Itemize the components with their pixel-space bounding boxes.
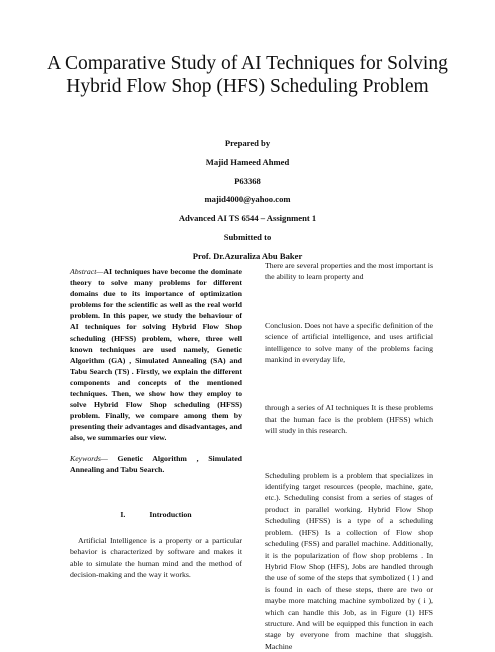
author-block [40,134,455,266]
author-name: Majid Hameed Ahmed [205,156,290,167]
prepared-by-label: Prepared by [224,138,271,148]
left-column [70,266,242,580]
section-number: I. [120,509,126,519]
course-assignment: Advanced AI TS 6544 – Assignment 1 [178,213,317,224]
section-title: Introduction [149,509,192,519]
intro-paragraph: Artificial Intelligence is a property or a particular behavior is characterized by software and makes it able to simulate the human mind and the method of decision-making and the way it works. [70,535,242,579]
body-paragraph: There are several properties and the most important is the ability to learn property and [265,261,434,282]
paper-title: A Comparative Study of AI Techniques for Solving Hybrid Flow Shop (HFS) Scheduling Problem [47,53,448,97]
body-paragraph: through a series of AI techniques It is these problems that the human face is the problem (HFSS) which will study in this research. [265,403,433,436]
right-column [265,260,433,652]
author-email: majid4000@yahoo.com [204,194,291,205]
body-paragraph: Conclusion. Does not have a specific definition of the science of artificial intelligence, and uses artificial intelligence to solve many of the problems facing mankind in everyday life, [265,320,433,365]
keywords [70,453,242,475]
section-heading-introduction [70,510,242,519]
body-paragraph: Scheduling problem is a problem that specializes in identifying target resources (people, machine, gate, etc.). Scheduling consist from a series of stages of product in parallel working. Hybrid Flow Shop Scheduling (HFSS) is a type of a scheduling problem. (HFS) Is a collection of Flow shop scheduling (FSS) and parallel machine. Additionally, it is the popularization of flow shop problems . In Hybrid Flow Shop (HFS), Jobs are handled through the use of some of the steps that symbolized ( l ) and is found in each of these steps, there are two or maybe more matching machine symbolized by ( i ), which can handle this Job, as in Figure (1) HFS structure. And will be equipped this function in each stage by everyone from machine that sluggish. Machine [265,470,433,651]
supervisor-name: Prof. Dr.Azuraliza Abu Baker [192,250,303,261]
student-id: P63368 [234,175,261,186]
keywords-text: Genetic Algorithm , Simulated Annealing and Tabu Search. [70,453,242,474]
abstract [70,266,242,444]
abstract-lead: Abstract— [70,267,104,276]
abstract-text: AI techniques have become the dominate theory to solve many problems for different domains due to its importance of optimization problems for the scientific as well as the real world problem. In this paper, we study the behaviour of AI techniques for solving Hybrid Flow Shop scheduling (HFSS) problem, where, three well known techniques are used namely, Genetic Algorithm (GA) , Simulated Annealing (SA) and Tabu Search (TS) . Firstly, we explain the different components and concepts of the mentioned techniques. Then, we show how they employ to solve Hybrid Flow Shop scheduling (HFSS) problem. Finally, we compare among them by presenting their advantages and disadvantages, and also, we summaries our view. [70,267,242,443]
submitted-to-label: Submitted to [223,231,272,242]
keywords-lead: Keywords— [70,453,108,463]
